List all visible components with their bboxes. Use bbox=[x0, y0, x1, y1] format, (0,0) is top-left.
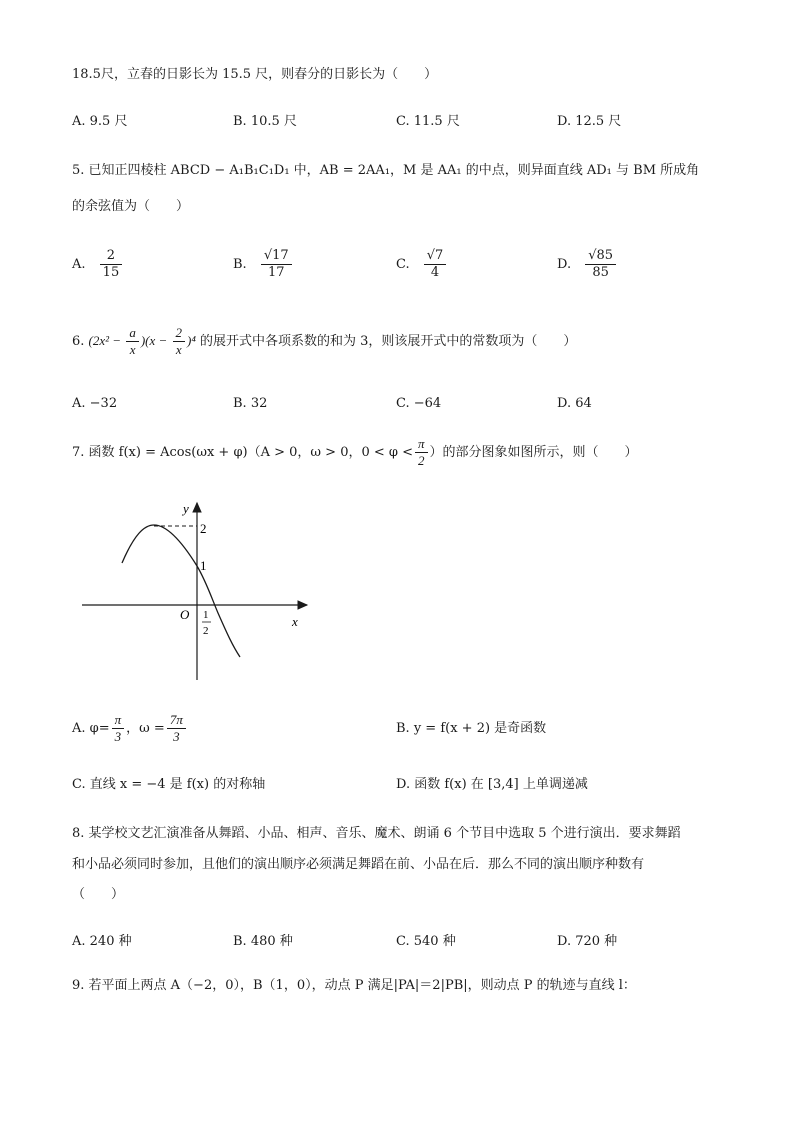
q6-frac-2-num: 2 bbox=[173, 325, 186, 342]
q8-option-b: B. 480 种 bbox=[233, 934, 293, 949]
q7-stem bbox=[72, 436, 638, 469]
q6-frac-a-den: x bbox=[129, 342, 136, 357]
q5-option-c-den: 4 bbox=[430, 265, 440, 280]
q6-number: 6. bbox=[72, 334, 85, 349]
q5-option-b bbox=[233, 248, 294, 281]
graph-tick-2: 2 bbox=[200, 521, 207, 536]
q4-option-d: D. 12.5 尺 bbox=[557, 114, 622, 129]
q4-option-b: B. 10.5 尺 bbox=[233, 114, 297, 129]
graph-tick-half-num: 1 bbox=[203, 609, 209, 621]
q5-option-d-den: 85 bbox=[592, 265, 609, 280]
q6-option-c: C. −64 bbox=[396, 396, 442, 411]
q6-option-b: B. 32 bbox=[233, 396, 268, 411]
q5-option-b-num: √17 bbox=[261, 248, 292, 265]
q5-stem-line1: 5. 已知正四棱柱 ABCD − A₁B₁C₁D₁ 中，AB = 2AA₁，M 是 AA₁ 的中点，则异面直线 AD₁ 与 BM 所成角 bbox=[72, 163, 700, 178]
q6-option-d: D. 64 bbox=[557, 396, 592, 411]
q5-option-d bbox=[557, 248, 618, 281]
q7-option-a-3: 3 bbox=[114, 729, 122, 744]
graph-tick-1: 1 bbox=[200, 558, 207, 573]
q6-frac-2-den: x bbox=[175, 342, 182, 357]
q7-option-a-7pi: 7π bbox=[167, 712, 186, 729]
cosine-curve bbox=[122, 525, 240, 657]
q5-option-a-den: 15 bbox=[102, 265, 120, 280]
q5-option-c-num: √7 bbox=[424, 248, 447, 265]
q7-option-a-pi: π bbox=[112, 712, 125, 729]
q5-option-a-num: 2 bbox=[100, 248, 123, 265]
q6-expr-part2: )(x − bbox=[140, 333, 171, 348]
q5-option-a-label: A. bbox=[72, 257, 86, 272]
q8-option-d: D. 720 种 bbox=[557, 934, 618, 949]
q5-option-d-label: D. bbox=[557, 257, 572, 272]
q4-stem-tail: 18.5尺，立春的日影长为 15.5 尺，则春分的日影长为（ ） bbox=[72, 67, 438, 82]
q8-stem-line3: （ ） bbox=[72, 887, 125, 902]
q5-option-c bbox=[396, 248, 448, 281]
graph-origin-label: O bbox=[180, 607, 190, 622]
q8-stem-line1: 8. 某学校文艺汇演准备从舞蹈、小品、相声、音乐、魔术、朗诵 6 个节目中选取 5 个进行演出．要求舞蹈 bbox=[72, 826, 681, 841]
graph-tick-half-den: 2 bbox=[203, 625, 209, 637]
q5-option-b-den: 17 bbox=[267, 265, 285, 280]
q6-expr-part1: (2x² − bbox=[88, 333, 125, 348]
q6-stem-text: 的展开式中各项系数的和为 3，则该展开式中的常数项为（ ） bbox=[200, 334, 577, 349]
q6-frac-a-num: a bbox=[126, 325, 139, 342]
q4-option-c: C. 11.5 尺 bbox=[396, 114, 460, 129]
q7-frac-2: 2 bbox=[418, 453, 425, 468]
q8-stem-line2: 和小品必须同时参加，且他们的演出顺序必须满足舞蹈在前、小品在后．那么不同的演出顺序种数有 bbox=[72, 857, 645, 872]
q6-option-a: A. −32 bbox=[72, 396, 118, 411]
q5-option-c-label: C. bbox=[396, 257, 410, 272]
q8-option-a: A. 240 种 bbox=[72, 934, 132, 949]
q7-option-a bbox=[72, 712, 188, 745]
q5-option-b-label: B. bbox=[233, 257, 247, 272]
q7-option-b: B. y = f(x + 2) 是奇函数 bbox=[396, 721, 547, 736]
q6-stem bbox=[72, 325, 576, 358]
q5-stem-line2: 的余弦值为（ ） bbox=[72, 199, 190, 214]
q7-frac-pi: π bbox=[415, 436, 428, 453]
q7-option-a-mid: ，ω = bbox=[126, 721, 165, 736]
q5-option-d-num: √85 bbox=[585, 248, 616, 265]
q9-stem: 9. 若平面上两点 A（−2，0），B（1，0），动点 P 满足|PA|＝2|PB|，则动点 P 的轨迹与直线 l： bbox=[72, 978, 636, 993]
q7-option-a-pre: A. φ= bbox=[72, 721, 110, 736]
q4-option-a: A. 9.5 尺 bbox=[72, 114, 128, 129]
q7-option-a-3b: 3 bbox=[173, 729, 180, 744]
graph-x-label: x bbox=[292, 614, 298, 629]
q7-stem-pre: 7. 函数 f(x) = Acos(ωx + φ)（A > 0，ω > 0，0 < φ < bbox=[72, 445, 414, 460]
q7-stem-post: ）的部分图象如图所示，则（ ） bbox=[429, 445, 638, 460]
q7-function-graph bbox=[72, 495, 322, 685]
q8-option-c: C. 540 种 bbox=[396, 934, 456, 949]
graph-y-label: y bbox=[183, 501, 189, 516]
q7-option-c: C. 直线 x = −4 是 f(x) 的对称轴 bbox=[72, 777, 266, 792]
q7-option-d: D. 函数 f(x) 在 [3,4] 上单调递减 bbox=[396, 777, 588, 792]
q5-option-a bbox=[72, 248, 124, 281]
q6-expr-part3: )⁴ bbox=[187, 333, 196, 348]
